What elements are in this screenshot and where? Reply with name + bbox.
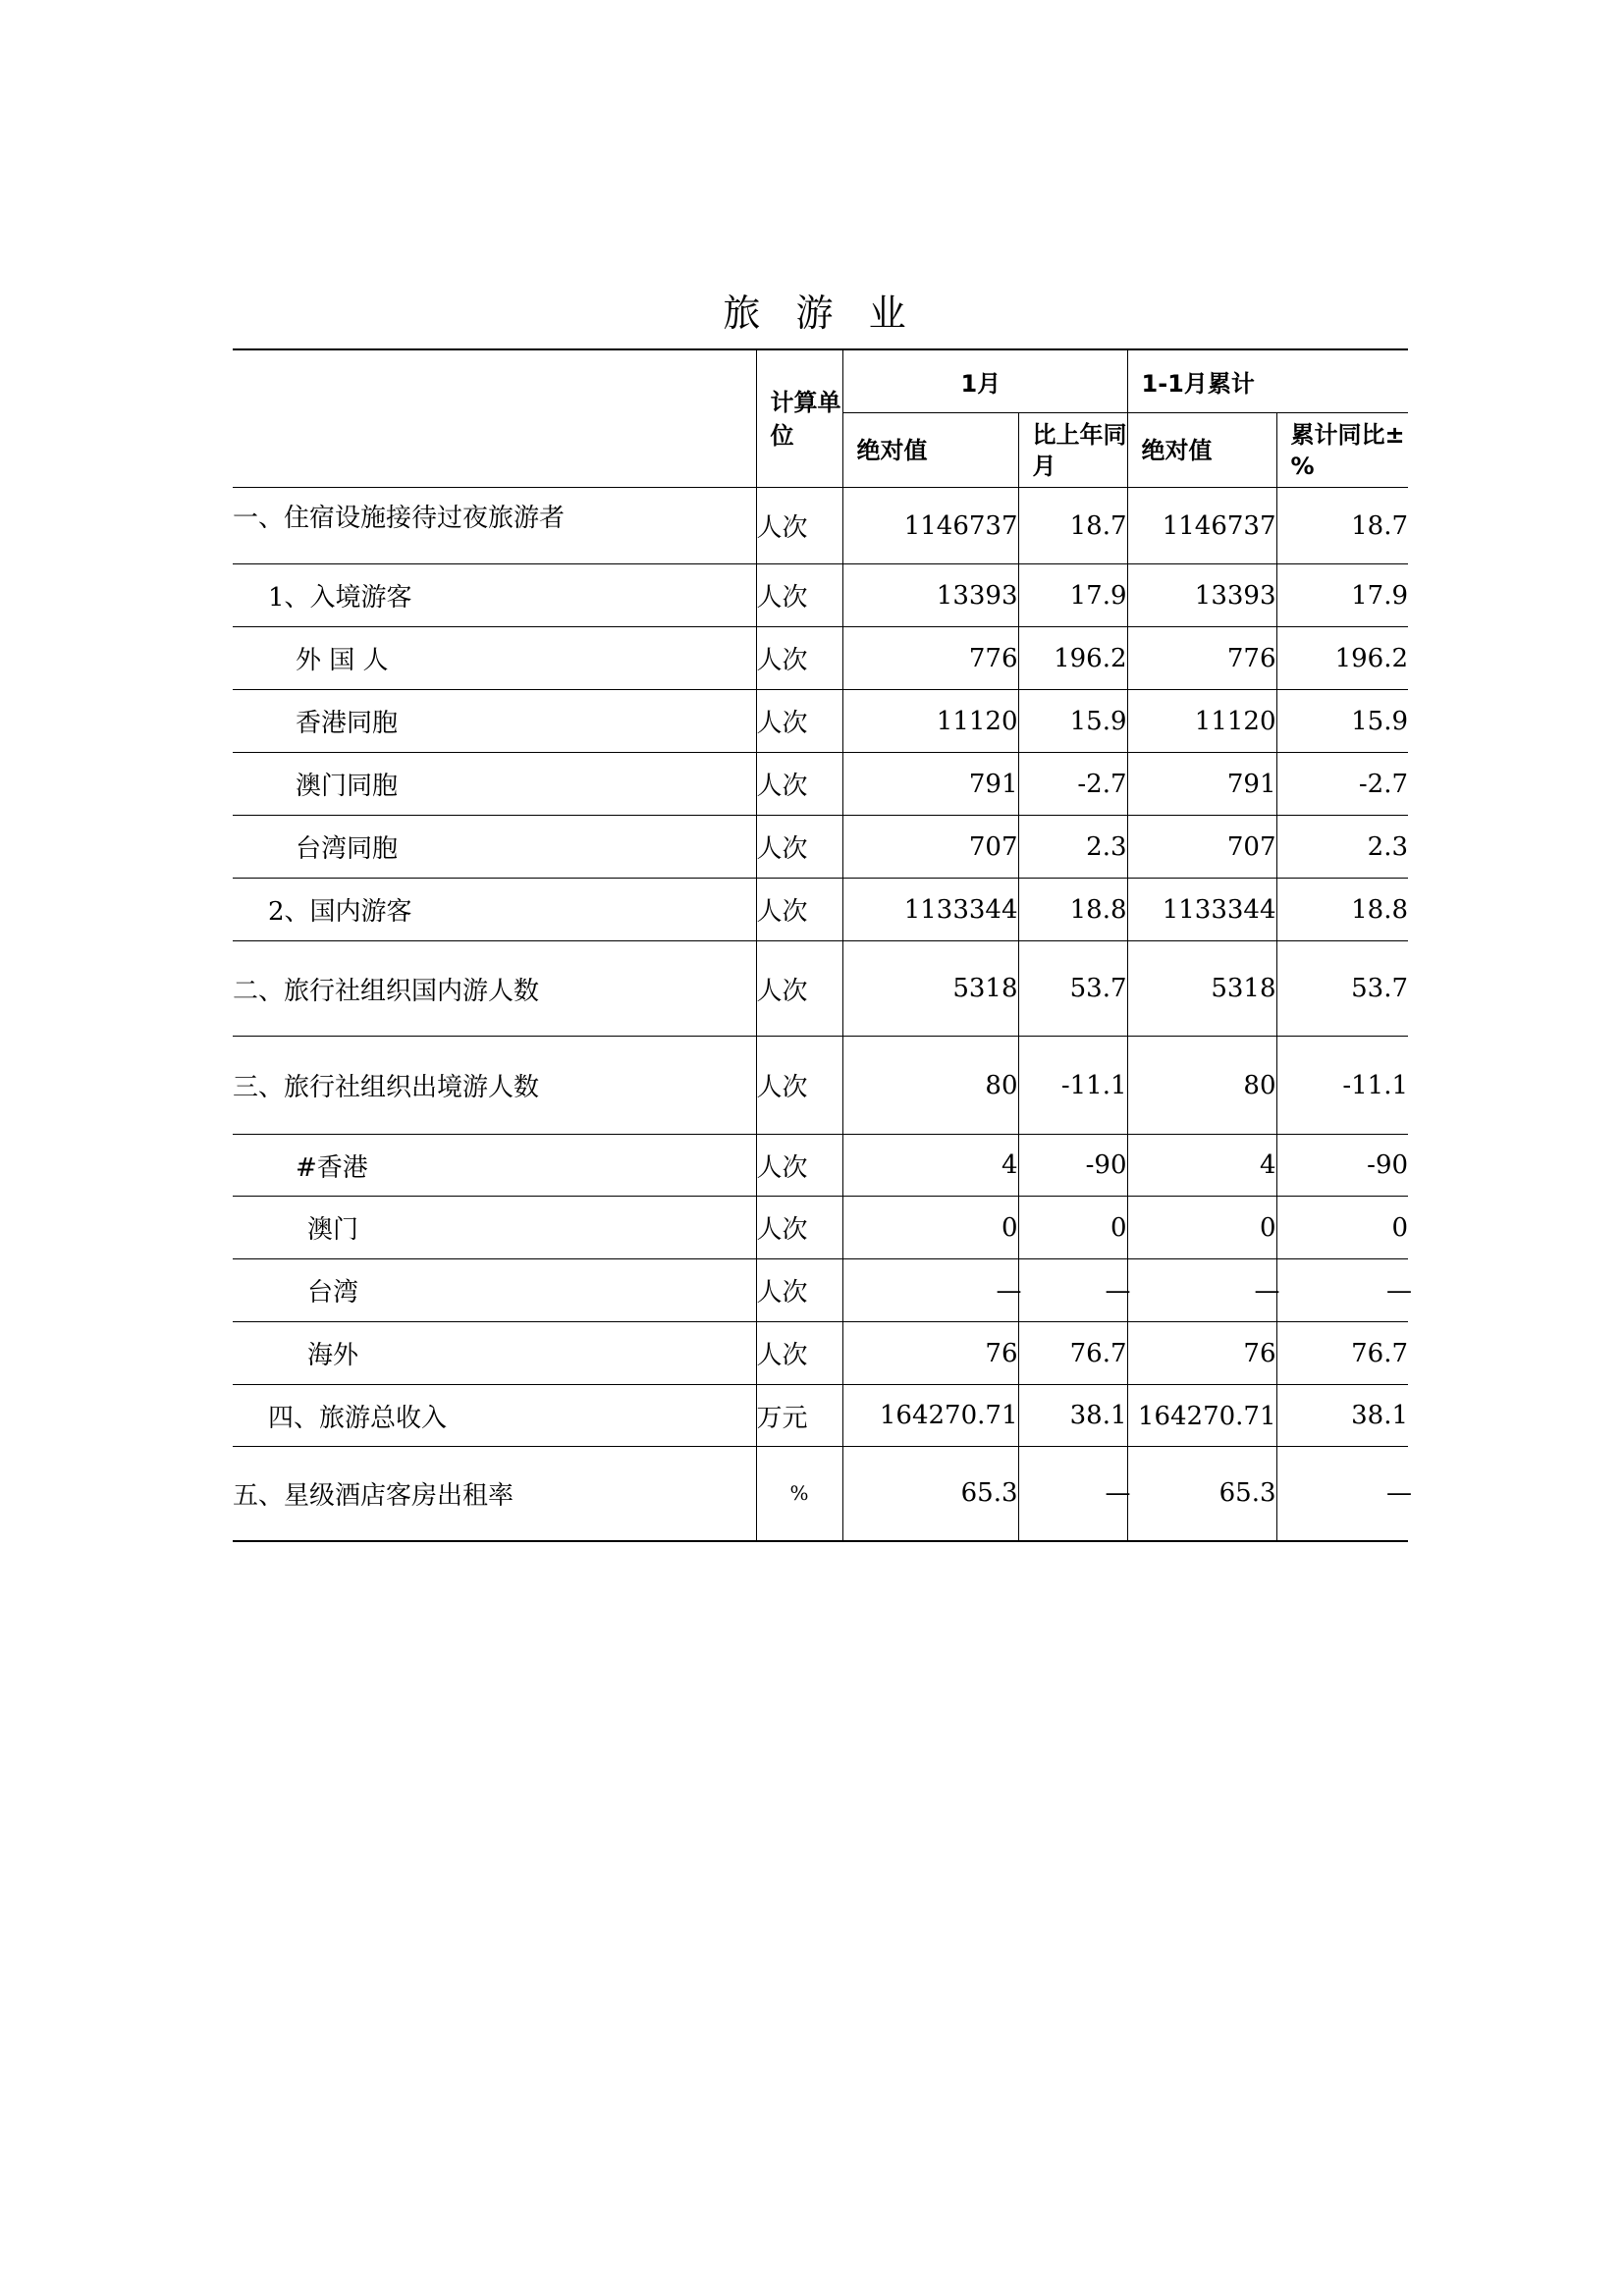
month-yoy: -11.1 — [1018, 1037, 1127, 1135]
table-row — [233, 1259, 1408, 1322]
table-row — [233, 627, 1408, 690]
month-yoy: 2.3 — [1018, 816, 1127, 879]
table-row — [233, 1447, 1408, 1541]
cum-value: 5318 — [1127, 941, 1276, 1037]
page-title: 旅 游 业 — [723, 292, 918, 335]
month-value: 4 — [842, 1135, 1018, 1197]
row-label: 一、住宿设施接待过夜旅游者 — [233, 488, 756, 564]
header-cum-yoy: 累计同比±% — [1276, 413, 1408, 488]
month-value: 791 — [842, 753, 1018, 816]
month-yoy: 15.9 — [1018, 690, 1127, 753]
row-label: 三、旅行社组织出境游人数 — [233, 1037, 756, 1135]
row-label: 2、国内游客 — [233, 879, 756, 941]
row-unit: 万元 — [756, 1385, 842, 1447]
table-row — [233, 690, 1408, 753]
cum-value: 80 — [1127, 1037, 1276, 1135]
cum-yoy: 18.8 — [1276, 879, 1408, 941]
cum-value: 1146737 — [1127, 488, 1276, 564]
cum-value: 164270.71 — [1127, 1385, 1276, 1447]
row-label: 台湾 — [233, 1259, 756, 1322]
row-label: 海外 — [233, 1322, 756, 1385]
row-label: 澳门同胞 — [233, 753, 756, 816]
month-value: 76 — [842, 1322, 1018, 1385]
row-unit: 人次 — [756, 1322, 842, 1385]
month-yoy: 18.7 — [1018, 488, 1127, 564]
month-value: 1133344 — [842, 879, 1018, 941]
header-cum-abs-value: 绝对值 — [1127, 413, 1276, 488]
row-label: 五、星级酒店客房出租率 — [233, 1447, 756, 1541]
table-row — [233, 753, 1408, 816]
row-unit: 人次 — [756, 879, 842, 941]
month-yoy: — — [1018, 1259, 1127, 1322]
row-label: 四、旅游总收入 — [233, 1385, 756, 1447]
row-unit: 人次 — [756, 564, 842, 627]
month-yoy: 196.2 — [1018, 627, 1127, 690]
row-unit: 人次 — [756, 627, 842, 690]
header-month-group: 1月 — [842, 349, 1127, 413]
month-value: 1146737 — [842, 488, 1018, 564]
month-yoy: -90 — [1018, 1135, 1127, 1197]
cum-yoy: 196.2 — [1276, 627, 1408, 690]
month-value: 707 — [842, 816, 1018, 879]
row-unit: 人次 — [756, 941, 842, 1037]
header-month-yoy: 比上年同月 — [1018, 413, 1127, 488]
header-cumulative-group: 1-1月累计 — [1127, 349, 1408, 413]
cum-value: 707 — [1127, 816, 1276, 879]
month-value: — — [842, 1259, 1018, 1322]
cum-value: 13393 — [1127, 564, 1276, 627]
cum-yoy: 2.3 — [1276, 816, 1408, 879]
header-month-abs-value: 绝对值 — [842, 413, 1018, 488]
table-row — [233, 1135, 1408, 1197]
month-value: 0 — [842, 1197, 1018, 1259]
row-unit: 人次 — [756, 753, 842, 816]
month-yoy: 76.7 — [1018, 1322, 1127, 1385]
table-row — [233, 564, 1408, 627]
cum-value: 791 — [1127, 753, 1276, 816]
month-yoy: 17.9 — [1018, 564, 1127, 627]
month-value: 65.3 — [842, 1447, 1018, 1541]
table-row — [233, 1037, 1408, 1135]
row-label: 澳门 — [233, 1197, 756, 1259]
cum-yoy: 76.7 — [1276, 1322, 1408, 1385]
month-yoy: 18.8 — [1018, 879, 1127, 941]
cum-value: 76 — [1127, 1322, 1276, 1385]
cum-yoy: 15.9 — [1276, 690, 1408, 753]
month-value: 11120 — [842, 690, 1018, 753]
table-row — [233, 1197, 1408, 1259]
row-label: 台湾同胞 — [233, 816, 756, 879]
cum-value: 0 — [1127, 1197, 1276, 1259]
month-yoy: 0 — [1018, 1197, 1127, 1259]
table-row — [233, 816, 1408, 879]
row-unit: 人次 — [756, 816, 842, 879]
cum-yoy: 53.7 — [1276, 941, 1408, 1037]
month-yoy: 53.7 — [1018, 941, 1127, 1037]
row-label: 外 国 人 — [233, 627, 756, 690]
table-row — [233, 1322, 1408, 1385]
month-yoy: — — [1018, 1447, 1127, 1541]
row-unit: 人次 — [756, 1135, 842, 1197]
row-unit: 人次 — [756, 1037, 842, 1135]
month-yoy: 38.1 — [1018, 1385, 1127, 1447]
cum-value: 65.3 — [1127, 1447, 1276, 1541]
table-row — [233, 941, 1408, 1037]
cum-value: 1133344 — [1127, 879, 1276, 941]
cum-value: 776 — [1127, 627, 1276, 690]
cum-yoy: 17.9 — [1276, 564, 1408, 627]
header-row-1 — [233, 349, 1408, 413]
cum-yoy: — — [1276, 1447, 1408, 1541]
cum-yoy: — — [1276, 1259, 1408, 1322]
header-corner-cell — [233, 349, 756, 488]
cum-yoy: 0 — [1276, 1197, 1408, 1259]
header-unit: 计算单位 — [756, 349, 842, 488]
month-value: 776 — [842, 627, 1018, 690]
table-row — [233, 1385, 1408, 1447]
row-unit: 人次 — [756, 488, 842, 564]
row-unit: 人次 — [756, 690, 842, 753]
table-row — [233, 879, 1408, 941]
month-value: 164270.71 — [842, 1385, 1018, 1447]
cum-value: 4 — [1127, 1135, 1276, 1197]
cum-yoy: -90 — [1276, 1135, 1408, 1197]
cum-yoy: -2.7 — [1276, 753, 1408, 816]
cum-value: 11120 — [1127, 690, 1276, 753]
cum-yoy: 18.7 — [1276, 488, 1408, 564]
row-unit: 人次 — [756, 1197, 842, 1259]
cum-yoy: -11.1 — [1276, 1037, 1408, 1135]
month-value: 5318 — [842, 941, 1018, 1037]
row-label: 1、入境游客 — [233, 564, 756, 627]
row-unit: % — [756, 1447, 842, 1541]
cum-yoy: 38.1 — [1276, 1385, 1408, 1447]
month-value: 13393 — [842, 564, 1018, 627]
row-label: 二、旅行社组织国内游人数 — [233, 941, 756, 1037]
row-label: #香港 — [233, 1135, 756, 1197]
month-value: 80 — [842, 1037, 1018, 1135]
row-label: 香港同胞 — [233, 690, 756, 753]
tourism-stats-table — [233, 348, 1408, 1542]
table-row — [233, 488, 1408, 564]
cum-value: — — [1127, 1259, 1276, 1322]
month-yoy: -2.7 — [1018, 753, 1127, 816]
row-unit: 人次 — [756, 1259, 842, 1322]
